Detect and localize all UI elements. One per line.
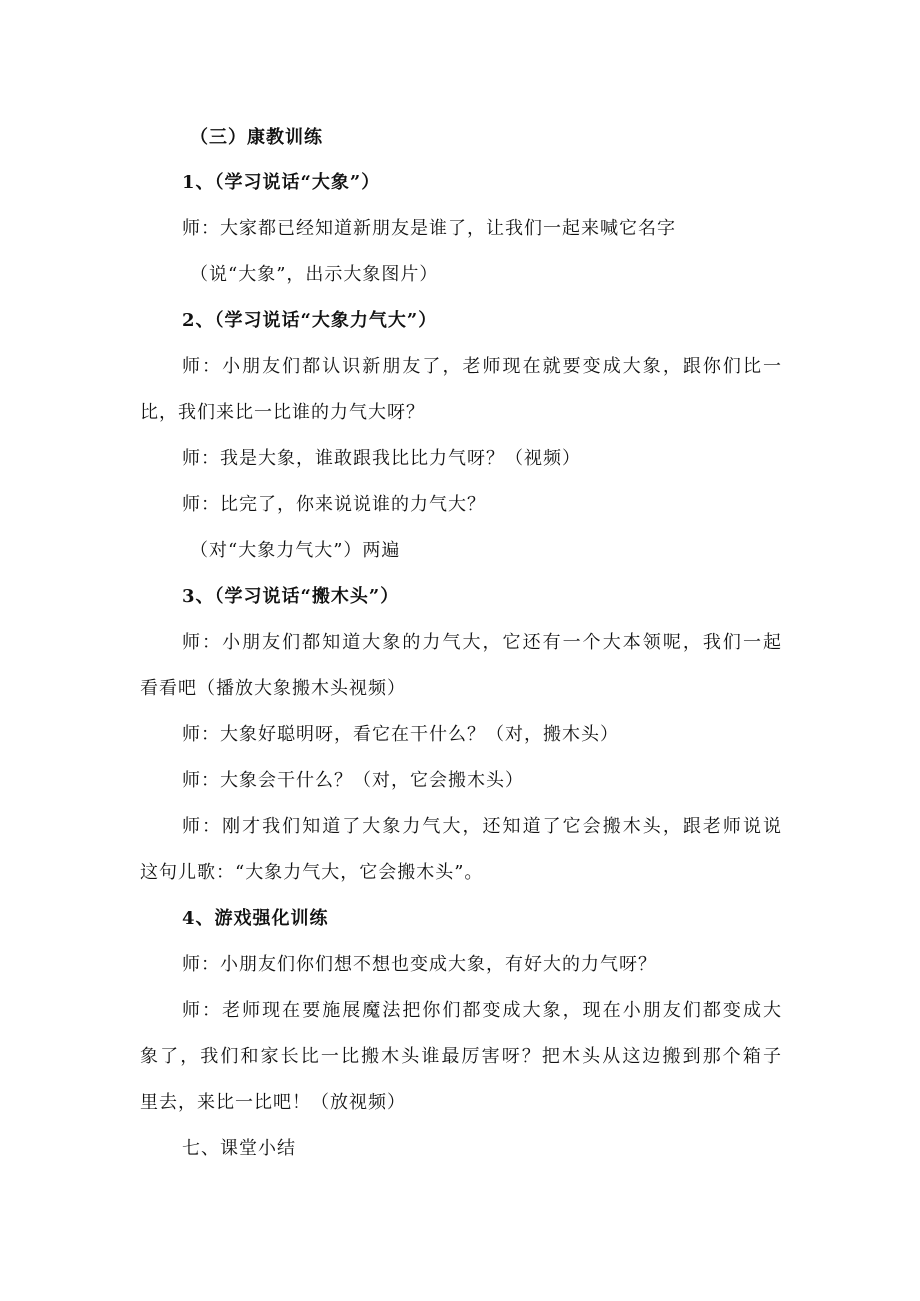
step4-line2b: 象了，我们和家长比一比搬木头谁最厉害呀？把木头从这边搬到那个箱子 [140, 1046, 782, 1067]
step3-line3: 师：大象会干什么？（对，它会搬木头） [182, 770, 524, 791]
step4-line1: 师：小朋友们你们想不想也变成大象，有好大的力气呀？ [182, 954, 657, 975]
step3-line2: 师：大象好聪明呀，看它在干什么？（对，搬木头） [182, 724, 619, 745]
step4-line2c: 里去，来比一比吧！（放视频） [140, 1092, 406, 1113]
step2-title: 2、（学习说话“大象力气大”） [182, 310, 438, 331]
step2-line2: 师：我是大象，谁敢跟我比比力气呀？（视频） [182, 448, 581, 469]
step2-line3: 师：比完了，你来说说谁的力气大？ [182, 494, 486, 515]
step3-line1b: 看看吧（播放大象搬木头视频） [140, 678, 406, 699]
step1-line2: （说“大象”，出示大象图片） [190, 264, 439, 285]
summary-heading: 七、课堂小结 [182, 1138, 296, 1159]
step3-line4a: 师：刚才我们知道了大象力气大，还知道了它会搬木头，跟老师说说 [182, 816, 782, 837]
step2-line4: （对“大象力气大”）两遍 [190, 540, 401, 561]
heading-kangjiao: （三）康教训练 [190, 127, 323, 148]
step3-line4b: 这句儿歌：“大象力气大，它会搬木头”。 [140, 862, 484, 883]
step4-title: 4、游戏强化训练 [182, 908, 329, 929]
step2-line1b: 比，我们来比一比谁的力气大呀？ [140, 402, 425, 423]
step3-line1a: 师：小朋友们都知道大象的力气大，它还有一个大本领呢，我们一起 [182, 632, 782, 653]
step1-title: 1、（学习说话“大象”） [182, 172, 381, 193]
step4-line2a: 师：老师现在要施展魔法把你们都变成大象，现在小朋友们都变成大 [182, 1000, 782, 1021]
step2-line1a: 师：小朋友们都认识新朋友了，老师现在就要变成大象，跟你们比一 [182, 356, 782, 377]
step3-title: 3、（学习说话“搬木头”） [182, 586, 400, 607]
step1-line1: 师：大家都已经知道新朋友是谁了，让我们一起来喊它名字 [182, 218, 676, 239]
